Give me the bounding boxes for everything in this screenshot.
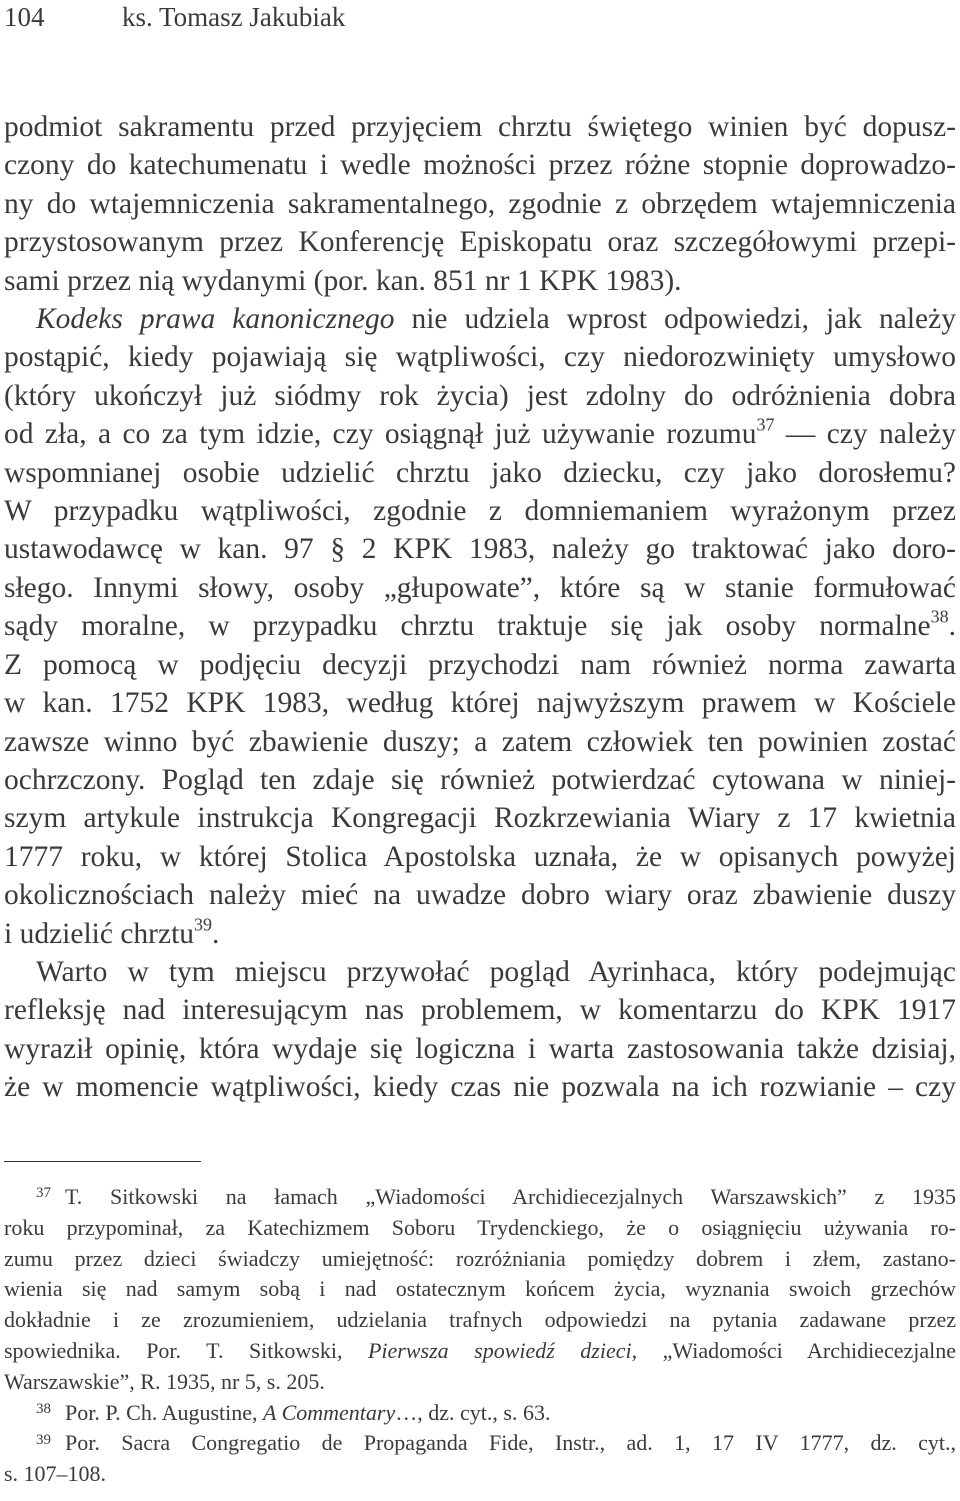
- text-line: słego. Innymi słowy, osoby „głupowate”, które są w stanie formułować: [4, 571, 956, 604]
- text-line: Z pomocą w podjęciu decyzji przychodzi nam również norma zawarta: [4, 648, 956, 681]
- footnote-ref-38[interactable]: 38: [930, 606, 949, 627]
- text-line: zawsze winno być zbawienie duszy; a zatem człowiek ten powinien zostać: [4, 725, 956, 758]
- cited-title: A Commentary: [263, 1399, 396, 1425]
- running-head: ks. Tomasz Jakubiak: [122, 2, 346, 32]
- footnote-line: zumu przez dzieci świadczy umiejętność: rozróżniania pomiędzy dobrem i złem, zastano-: [4, 1245, 956, 1271]
- footnote-line: wienia się nad samym sobą i nad ostatecznym końcem życia, wyznania swoich grzechów: [4, 1276, 956, 1302]
- footnote-line: roku przypominał, za Katechizmem Soboru Trydenckiego, że o osiągnięciu używania ro-: [4, 1214, 956, 1240]
- page-number: 104: [4, 2, 45, 32]
- cited-title: Pierwsza spowiedź dzieci: [367, 1337, 632, 1363]
- text-line: refleksję nad interesującym nas problemem, w komentarzu do KPK 1917: [4, 994, 956, 1027]
- text-line: czony do katechumenatu i wedle możności przez różne stopnie doprowadzo-: [4, 149, 956, 182]
- text-line: ny do wtajemniczenia sakramentalnego, zgodnie z obrzędem wtajemniczenia: [4, 187, 956, 220]
- text-line: przystosowanym przez Konferencję Episkopatu oraz szczegółowymi przepi-: [4, 226, 956, 259]
- footnote-ref-37[interactable]: 37: [756, 414, 775, 435]
- text-line: Warto w tym miejscu przywołać pogląd Ayrinhaca, który podejmując: [36, 955, 956, 988]
- text-line: podmiot sakramentu przed przyjęciem chrztu świętego winien być dopusz-: [4, 111, 956, 143]
- text-line: sądy moralne, w przypadku chrztu traktuje się jak osoby normalne$^{38}$.: [4, 606, 956, 643]
- text-line: wspomnianej osobie udzielić chrztu jako dziecku, czy jako dorosłemu?: [4, 456, 956, 489]
- footnote-number: 37: [36, 1185, 51, 1202]
- footnote-separator: [4, 1161, 201, 1162]
- text-line: szym artykule instrukcja Kongregacji Rozkrzewiania Wiary z 17 kwietnia: [4, 802, 956, 835]
- cited-title: Kodeks prawa kanonicznego: [36, 303, 395, 336]
- text-line: i udzielić chrztu$^{39}$.: [4, 913, 220, 950]
- text-line: ochrzczony. Pogląd ten zdaje się również potwierdzać cytowana w niniej-: [4, 763, 956, 796]
- text-line: Kodeks prawa kanonicznego nie udziela wprost odpowiedzi, jak należy: [36, 303, 956, 336]
- footnote-line: dokładnie i ze zrozumieniem, udzielania trafnych odpowiedzi na pytania zadawane przez: [4, 1307, 956, 1333]
- footnote-line: spowiednika. Por. T. Sitkowski, Pierwsza spowiedź dzieci, „Wiadomości Archidiecezjalne: [4, 1337, 956, 1363]
- footnote-number: 38: [36, 1400, 51, 1417]
- text-line: od zła, a co za tym idzie, czy osiągnął już używanie rozumu$^{37}$ — czy należy: [4, 414, 956, 451]
- footnote-39: $^{39}$ Por. Sacra Congregatio de Propaganda Fide, Instr., ad. 1, 17 IV 1777, dz. cyt.,: [36, 1430, 956, 1456]
- text-line: w kan. 1752 KPK 1983, według której najwyższym prawem w Kościele: [4, 687, 956, 720]
- text-line: 1777 roku, w której Stolica Apostolska uznała, że w opisanych powyżej: [4, 840, 956, 873]
- text-line: W przypadku wątpliwości, zgodnie z domniemaniem wyrażonym przez: [4, 495, 956, 528]
- page-header: [0, 0, 960, 40]
- footnote-38: $^{38}$ Por. P. Ch. Augustine, A Commentary…, dz. cyt., s. 63.: [36, 1399, 551, 1425]
- text-line: postąpić, kiedy pojawiają się wątpliwości, czy niedorozwinięty umysłowo: [4, 341, 956, 374]
- text-line: (który ukończył już siódmy rok życia) jest zdolny do odróżnienia dobra: [4, 379, 956, 412]
- text-line: ustawodawcę w kan. 97 § 2 KPK 1983, należy go traktować jako doro-: [4, 533, 956, 566]
- footnotes: [4, 1182, 956, 1490]
- text-line: wyraził opinię, która wydaje się logiczna i warta zastosowania także dzisiaj,: [4, 1032, 956, 1065]
- footnote-line: s. 107–108.: [4, 1461, 107, 1487]
- footnote-ref-39[interactable]: 39: [194, 913, 213, 934]
- footnote-number: 39: [36, 1431, 51, 1448]
- text-line: że w momencie wątpliwości, kiedy czas nie pozwala na ich rozwianie – czy: [4, 1071, 956, 1104]
- main-text: [4, 108, 956, 1107]
- text-line: okolicznościach należy mieć na uwadze dobro wiary oraz zbawienie duszy: [4, 879, 956, 912]
- text-line: sami przez nią wydanymi (por. kan. 851 nr 1 KPK 1983).: [4, 264, 682, 297]
- footnote-line: Warszawskie”, R. 1935, nr 5, s. 205.: [4, 1368, 325, 1394]
- footnote-37: $^{37}$ T. Sitkowski na łamach „Wiadomości Archidiecezjalnych Warszawskich” z 1935: [36, 1184, 956, 1209]
